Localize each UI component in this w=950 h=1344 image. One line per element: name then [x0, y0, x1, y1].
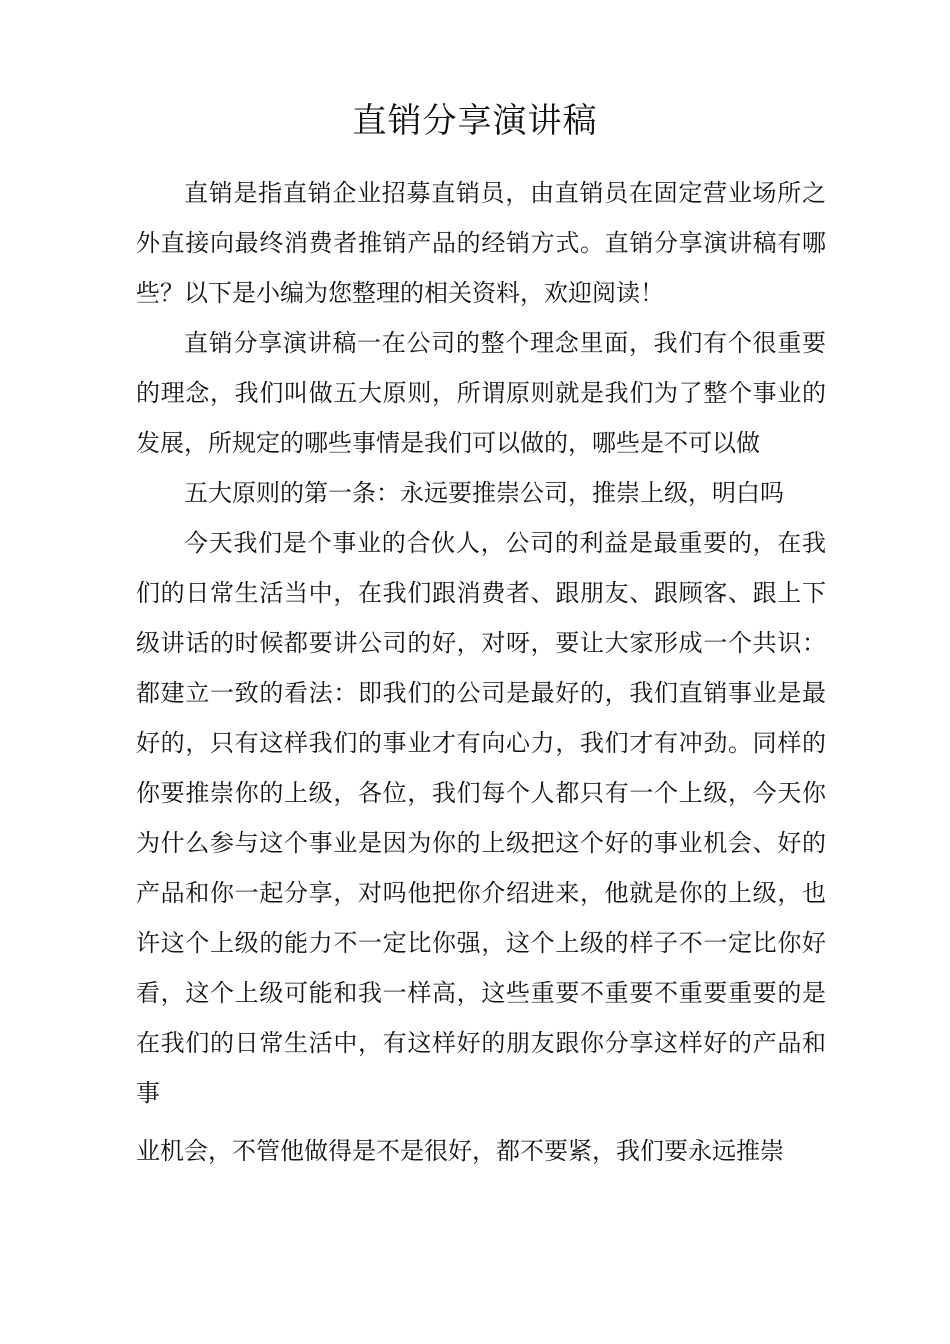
paragraph-partner: 今天我们是个事业的合伙人，公司的利益是最重要的，在我们的日常生活当中，在我们跟消费者、跟朋友、跟顾客、跟上下级讲话的时候都要讲公司的好，对呀，要让大家形成一个共识：都建立一致的看法：即我们的公司是最好的，我们直销事业是最好的，只有这样我们的事业才有向心力，我们才有冲劲。同样的你要推崇你的上级，各位，我们每个人都只有一个上级，今天你为什么参与这个事业是因为你的上级把这个好的事业机会、好的产品和你一起分享，对吗他把你介绍进来，他就是你的上级，也许这个上级的能力不一定比你强，这个上级的样子不一定比你好看，这个上级可能和我一样高，这些重要不重要不重要重要的是在我们的日常生活中，有这样好的朋友跟你分享这样好的产品和事: [136, 529, 826, 1107]
document-body: [136, 168, 826, 1176]
document-title: 直销分享演讲稿: [352, 101, 598, 141]
paragraph-principles: 直销分享演讲稿一在公司的整个理念里面，我们有个很重要的理念，我们叫做五大原则，所谓原则就是我们为了整个事业的发展，所规定的哪些事情是我们可以做的，哪些是不可以做: [136, 329, 826, 457]
paragraph-first-rule: 五大原则的第一条：永远要推崇公司，推崇上级，明白吗: [184, 479, 784, 507]
paragraph-continuation: 业机会，不管他做得是不是很好，都不要紧，我们要永远推崇: [136, 1137, 784, 1165]
paragraph-intro: 直销是指直销企业招募直销员，由直销员在固定营业场所之外直接向最终消费者推销产品的经销方式。直销分享演讲稿有哪些？以下是小编为您整理的相关资料，欢迎阅读！: [136, 179, 826, 307]
